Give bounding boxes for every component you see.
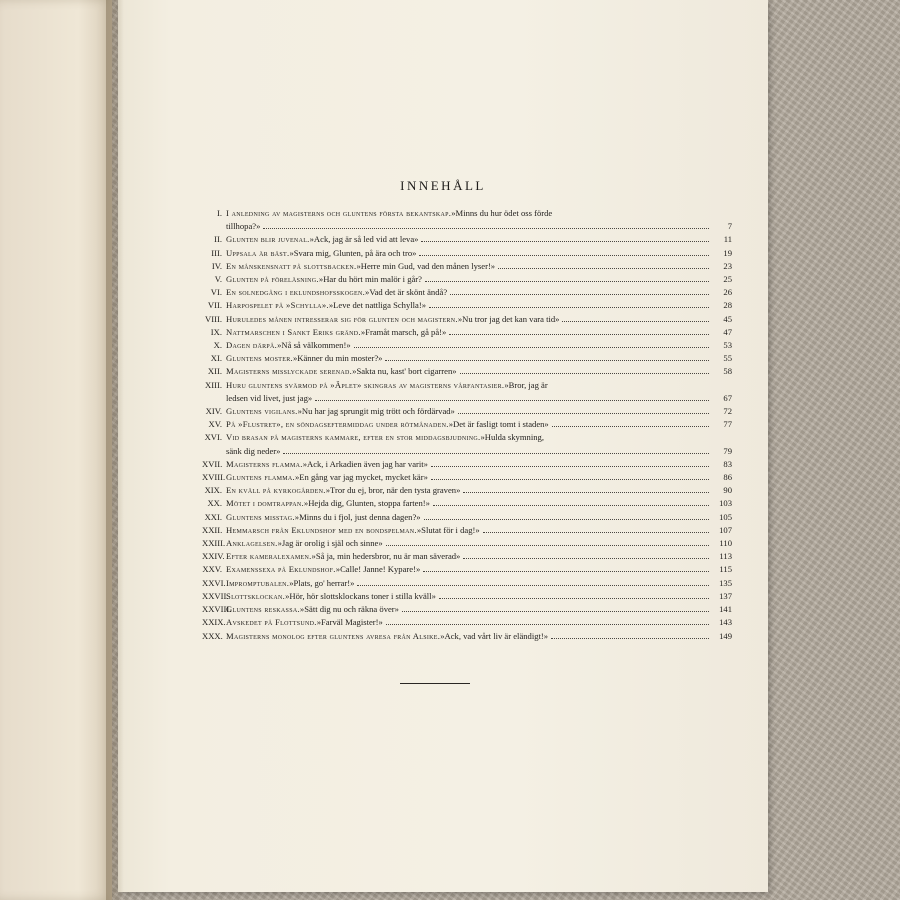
entry-page-number: 107 (719, 524, 732, 535)
entry-line (226, 511, 732, 524)
entry-quote-continued: tillhopa?» (226, 221, 261, 232)
entry-page-number: 77 (723, 419, 732, 430)
entry-line (226, 273, 732, 286)
entry-page-number: 90 (723, 485, 732, 496)
entry-quote: »Det är fasligt tomt i staden» (448, 419, 549, 430)
leader-dots (552, 426, 709, 427)
entry-number: XXIV. (202, 551, 225, 562)
entry-line (226, 260, 732, 273)
entry-line (226, 392, 732, 405)
entry-body (226, 379, 732, 405)
entry-line (226, 630, 732, 643)
leader-dots (421, 241, 709, 242)
entry-body (226, 616, 732, 629)
entry-quote: »Känner du min moster?» (292, 353, 383, 364)
entry-title: Magisterns misslyckade serenad. (226, 366, 353, 377)
entry-body (226, 299, 732, 312)
entry-page-number: 26 (723, 287, 732, 298)
toc-entry (202, 247, 732, 260)
entry-quote: »Vad det är skönt ändå? (365, 287, 448, 298)
entry-body (226, 497, 732, 510)
toc-entry (202, 273, 732, 286)
toc-entry (202, 524, 732, 537)
leader-dots (424, 519, 709, 520)
entry-page-number: 67 (723, 392, 732, 403)
entry-number: VII. (207, 300, 222, 311)
leader-dots (429, 307, 709, 308)
entry-quote: »Nu har jag sprungit mig trött och fördärvad» (297, 406, 455, 417)
leader-dots (463, 492, 709, 493)
entry-number: IV. (211, 260, 222, 271)
entry-body (226, 431, 732, 457)
entry-page-number: 19 (723, 247, 732, 258)
entry-quote: »Ack, i Arkadien även jag har varit» (302, 458, 428, 469)
leader-dots (431, 479, 709, 480)
leader-dots (354, 347, 709, 348)
entry-body (226, 405, 732, 418)
entry-body (226, 326, 732, 339)
entry-line (226, 220, 732, 233)
entry-page-number: 110 (719, 538, 732, 549)
entry-number: XX. (207, 498, 222, 509)
entry-body (226, 260, 732, 273)
entry-number: II. (214, 234, 222, 245)
entry-page-number: 113 (719, 551, 732, 562)
entry-line (226, 207, 732, 220)
entry-title: Vid brasan på magisterns kammare, efter en stor middagsbjudning. (226, 432, 481, 443)
entry-line (226, 247, 732, 260)
toc-entry (202, 484, 732, 497)
entry-number: XIII. (205, 379, 222, 390)
entry-number: X. (213, 340, 222, 351)
entry-line (226, 497, 732, 510)
entry-page-number: 83 (723, 458, 732, 469)
entry-title: En kväll på kyrkogården. (226, 485, 326, 496)
entry-number: XIV. (205, 406, 222, 417)
entry-title: Mötet i domtrappan. (226, 498, 304, 509)
entry-quote: »Leve det nattliga Schylla!» (328, 300, 426, 311)
entry-number: VI. (210, 287, 222, 298)
toc-entry (202, 603, 732, 616)
toc-entry (202, 207, 732, 233)
entry-page-number: 115 (719, 564, 732, 575)
entry-line (226, 405, 732, 418)
entry-line (226, 458, 732, 471)
entry-line (226, 577, 732, 590)
entry-body (226, 484, 732, 497)
entry-number: XXVIII. (202, 604, 232, 615)
leader-dots (419, 255, 709, 256)
entry-title: Slottsklockan. (226, 590, 286, 601)
toc-entry (202, 286, 732, 299)
entry-quote: »En gång var jag mycket, mycket kär» (294, 472, 428, 483)
leader-dots (483, 532, 709, 533)
toc-entry (202, 511, 732, 524)
entry-page-number: 135 (719, 577, 732, 588)
divider-rule (400, 683, 470, 684)
toc-entry (202, 233, 732, 246)
entry-title: Huruledes månen intresserar sig för glunten och magistern. (226, 313, 458, 324)
entry-page-number: 53 (723, 340, 732, 351)
entry-number: IX. (210, 326, 222, 337)
leader-dots (433, 505, 709, 506)
entry-body (226, 550, 732, 563)
entry-line (226, 445, 732, 458)
toc-entry (202, 339, 732, 352)
entry-page-number: 47 (723, 326, 732, 337)
entry-title: Gluntens reskassa. (226, 604, 300, 615)
entry-page-number: 58 (723, 366, 732, 377)
entry-line (226, 365, 732, 378)
entry-line (226, 313, 732, 326)
entry-line (226, 379, 732, 392)
toc-entry (202, 590, 732, 603)
entry-line (226, 563, 732, 576)
entry-page-number: 7 (727, 221, 732, 232)
entry-title: Nattmarschen i Sankt Eriks gränd. (226, 326, 361, 337)
entry-title: Impromptubalen. (226, 577, 290, 588)
entry-number: XXII. (202, 524, 223, 535)
toc-entry (202, 431, 732, 457)
entry-number: XXIX. (202, 617, 226, 628)
entry-body (226, 537, 732, 550)
toc-entry (202, 458, 732, 471)
entry-line (226, 550, 732, 563)
entry-body (226, 511, 732, 524)
entry-page-number: 143 (719, 617, 732, 628)
entry-number: III. (211, 247, 222, 258)
entry-title: Huru gluntens svärmod på »Äplet» skingras av magisterns vårfantasier. (226, 379, 505, 390)
entry-line (226, 418, 732, 431)
toc-entry (202, 365, 732, 378)
entry-line (226, 524, 732, 537)
entry-body (226, 352, 732, 365)
toc-entry (202, 405, 732, 418)
entry-title: Hemmarsch från Eklundshof med en bondspelman. (226, 524, 417, 535)
entry-body (226, 273, 732, 286)
entry-body (226, 247, 732, 260)
entry-title: Gluntens moster. (226, 353, 293, 364)
entry-page-number: 23 (723, 260, 732, 271)
entry-line (226, 603, 732, 616)
leader-dots (385, 360, 709, 361)
entry-body (226, 313, 732, 326)
entry-page-number: 86 (723, 472, 732, 483)
toc-entry (202, 379, 732, 405)
entry-line (226, 326, 732, 339)
book-gutter (106, 0, 124, 900)
toc-entry (202, 418, 732, 431)
entry-title: Magisterns flamma. (226, 458, 303, 469)
entry-quote: »Sakta nu, kast' bort cigarren» (352, 366, 457, 377)
entry-body (226, 524, 732, 537)
leader-dots (439, 598, 709, 599)
entry-number: XVII. (202, 458, 223, 469)
entry-title: I anledning av magisterns och gluntens första bekantskap. (226, 208, 452, 218)
entry-line (226, 431, 732, 444)
entry-line (226, 352, 732, 365)
leader-dots (283, 453, 709, 454)
entry-number: XXV. (202, 564, 222, 575)
entry-body (226, 471, 732, 484)
entry-title: Efter kameralexamen. (226, 551, 312, 562)
leader-dots (386, 624, 709, 625)
entry-title: Anklagelsen. (226, 538, 278, 549)
table-of-contents (202, 207, 732, 643)
entry-body (226, 233, 732, 246)
entry-body (226, 458, 732, 471)
entry-number: V. (214, 274, 222, 285)
toc-entry (202, 352, 732, 365)
left-page (0, 0, 112, 900)
entry-page-number: 79 (723, 445, 732, 456)
entry-quote: »Jag är orolig i själ och sinne» (277, 538, 383, 549)
entry-page-number: 137 (719, 590, 732, 601)
entry-quote-continued: ledsen vid livet, just jag» (226, 392, 313, 403)
entry-title: Glunten på föreläsning. (226, 274, 319, 285)
entry-title: En månskensnatt på slottsbacken. (226, 260, 357, 271)
leader-dots (425, 281, 709, 282)
entry-body (226, 577, 732, 590)
toc-entry (202, 313, 732, 326)
entry-quote: »Minns du i fjol, just denna dagen?» (294, 511, 421, 522)
toc-entry (202, 299, 732, 312)
entry-quote-continued: sänk dig neder» (226, 445, 281, 456)
entry-number: XVIII. (202, 472, 226, 483)
toc-entry (202, 260, 732, 273)
entry-quote: »Ack, vad vårt liv är eländigt!» (440, 630, 549, 641)
leader-dots (458, 413, 709, 414)
entry-line (226, 484, 732, 497)
entry-line (226, 339, 732, 352)
entry-page-number: 149 (719, 630, 732, 641)
entry-body (226, 603, 732, 616)
entry-quote: »Nå så välkommen!» (277, 340, 351, 351)
entry-page-number: 11 (723, 234, 732, 245)
toc-entry (202, 471, 732, 484)
entry-page-number: 25 (723, 274, 732, 285)
entry-title: Uppsala är bäst. (226, 247, 290, 258)
entry-quote: »Herre min Gud, vad den månen lyser!» (356, 260, 496, 271)
entry-title: Magisterns monolog efter gluntens avresa från Alsike. (226, 630, 441, 641)
entry-quote: »Tror du ej, bror, när den tysta graven» (325, 485, 461, 496)
entry-body (226, 365, 732, 378)
toc-entry (202, 577, 732, 590)
entry-body (226, 563, 732, 576)
entry-number: XXVI. (202, 577, 226, 588)
entry-body (226, 418, 732, 431)
leader-dots (449, 334, 709, 335)
entry-number: VIII. (205, 313, 222, 324)
entry-title: Gluntens flamma. (226, 472, 295, 483)
entry-quote: »Minns du hur ödet oss förde (451, 208, 553, 218)
leader-dots (357, 585, 709, 586)
entry-number: XXVII. (202, 590, 229, 601)
entry-body (226, 339, 732, 352)
entry-page-number: 55 (723, 353, 732, 364)
leader-dots (450, 294, 709, 295)
leader-dots (386, 545, 709, 546)
entry-quote: »Hejda dig, Glunten, stoppa farten!» (303, 498, 430, 509)
toc-entry (202, 616, 732, 629)
leader-dots (460, 373, 709, 374)
entry-title: På »Flustret», en söndagseftermiddag under rötmånaden. (226, 419, 449, 430)
entry-quote: »Bror, jag är (504, 379, 548, 390)
toc-entry (202, 630, 732, 643)
entry-quote: »Så ja, min hedersbror, nu är man säverad» (311, 551, 461, 562)
entry-quote: »Har du hört min malör i går? (318, 274, 422, 285)
toc-entry (202, 537, 732, 550)
entry-page-number: 141 (719, 604, 732, 615)
entry-quote: »Nu tror jag det kan vara tid» (457, 313, 560, 324)
entry-line (226, 590, 732, 603)
entry-title: Glunten blir juvenal. (226, 234, 310, 245)
entry-number: XII. (207, 366, 222, 377)
entry-page-number: 72 (723, 406, 732, 417)
toc-entry (202, 497, 732, 510)
entry-line (226, 233, 732, 246)
entry-number: XVI. (204, 432, 222, 443)
entry-title: Harpospelet på »Schylla». (226, 300, 329, 311)
entry-quote: »Calle! Janne! Kypare!» (335, 564, 421, 575)
entry-title: Gluntens misstag. (226, 511, 295, 522)
entry-page-number: 28 (723, 300, 732, 311)
entry-quote: »Farväl Magister!» (316, 617, 383, 628)
leader-dots (263, 228, 709, 229)
entry-number: XI. (210, 353, 222, 364)
leader-dots (315, 400, 709, 401)
entry-quote: »Plats, go' herrar!» (289, 577, 355, 588)
leader-dots (551, 638, 709, 639)
entry-number: XXX. (202, 630, 223, 641)
entry-title: Avskedet på Flottsund. (226, 617, 317, 628)
entry-number: XXI. (204, 511, 222, 522)
entry-line (226, 471, 732, 484)
entry-title: En solnedgång i eklundshofsskogen. (226, 287, 366, 298)
entry-body (226, 590, 732, 603)
entry-title: Gluntens vigilans. (226, 406, 298, 417)
toc-entry (202, 563, 732, 576)
entry-title: Dagen därpå. (226, 340, 278, 351)
leader-dots (402, 611, 709, 612)
toc-entry (202, 326, 732, 339)
leader-dots (431, 466, 709, 467)
entry-body (226, 286, 732, 299)
entry-line (226, 537, 732, 550)
book-page (118, 0, 768, 892)
leader-dots (562, 321, 709, 322)
leader-dots (498, 268, 709, 269)
entry-quote: »Ack, jag är så led vid att leva» (309, 234, 419, 245)
entry-page-number: 105 (719, 511, 732, 522)
entry-line (226, 299, 732, 312)
entry-title: Examenssexa på Eklundshof. (226, 564, 336, 575)
leader-dots (423, 571, 709, 572)
entry-line (226, 286, 732, 299)
entry-body (226, 207, 732, 233)
entry-page-number: 103 (719, 498, 732, 509)
entry-quote: »Hulda skymning, (480, 432, 544, 443)
entry-quote: »Slutat för i dag!» (416, 524, 480, 535)
entry-number: XV. (208, 419, 222, 430)
entry-number: XIX. (204, 485, 222, 496)
entry-quote: »Svara mig, Glunten, på ära och tro» (289, 247, 417, 258)
leader-dots (463, 558, 709, 559)
entry-body (226, 630, 732, 643)
toc-entry (202, 550, 732, 563)
page-heading: INNEHÅLL (400, 178, 486, 193)
entry-quote: »Hör, hör slottsklockans toner i stilla kväll» (285, 590, 436, 601)
entry-quote: »Framåt marsch, gå på!» (360, 326, 447, 337)
entry-number: XXIII. (202, 538, 226, 549)
entry-quote: »Sätt dig nu och räkna över» (299, 604, 399, 615)
entry-number: I. (216, 208, 222, 218)
entry-line (226, 616, 732, 629)
entry-page-number: 45 (723, 313, 732, 324)
